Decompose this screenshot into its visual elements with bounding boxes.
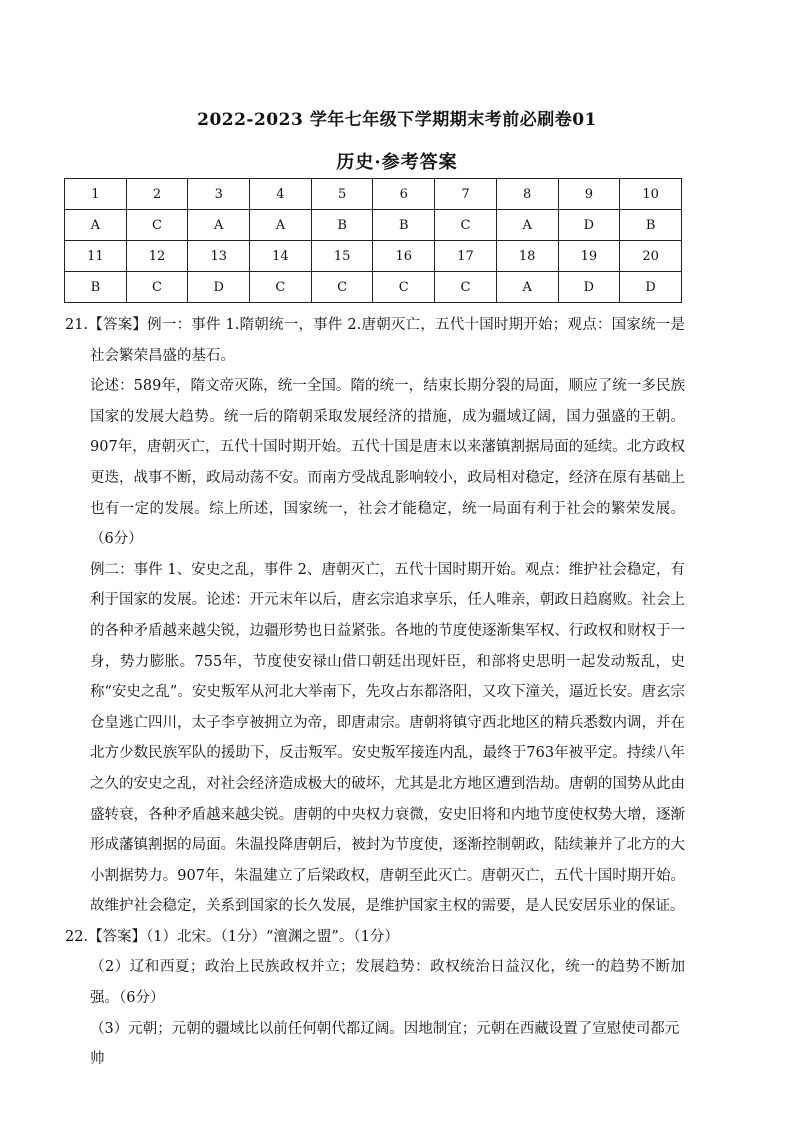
- page-title: 2022-2023 学年七年级下学期期末考前必刷卷01: [197, 110, 597, 130]
- answer-cell: C: [311, 272, 373, 303]
- answer-table-row: [65, 241, 682, 272]
- question-number-cell: 13: [188, 241, 250, 272]
- question-number-cell: 1: [65, 179, 127, 210]
- q22-part2: （2）辽和西夏；政治上民族政权并立；发展趋势：政权统治日益汉化，统一的趋势不断加强。（6分）: [90, 959, 685, 1007]
- answer-cell: D: [620, 272, 682, 303]
- q22-part3: （3）元朝；元朝的疆域比以前任何朝代都辽阔。因地制宜；元朝在西藏设置了宣慰使司都元帅: [90, 1020, 680, 1068]
- question-number-cell: 20: [620, 241, 682, 272]
- q22-answer-label: 【答案】: [88, 928, 147, 945]
- q21-example1-line: [65, 310, 685, 371]
- answer-cell: B: [65, 272, 127, 303]
- answer-cell: C: [250, 272, 312, 303]
- answer-cell: B: [620, 210, 682, 241]
- answer-cell: A: [65, 210, 127, 241]
- question-number-cell: 5: [311, 179, 373, 210]
- question-number-cell: 6: [373, 179, 435, 210]
- answer-cell: C: [435, 272, 497, 303]
- answer-cell: C: [435, 210, 497, 241]
- answer-table-row: [65, 272, 682, 303]
- answer-cell: D: [188, 272, 250, 303]
- answer-cell: A: [496, 272, 558, 303]
- question-number-cell: 17: [435, 241, 497, 272]
- question-number-cell: 12: [126, 241, 188, 272]
- answer-table: [64, 178, 682, 303]
- answer-cell: B: [373, 210, 435, 241]
- q22-number: 22.: [65, 928, 89, 945]
- q21-example1-text: 例一：事件 1.隋朝统一，事件 2.唐朝灭亡，五代十国时期开始；观点：国家统一是社会繁荣昌盛的基石。: [90, 317, 685, 364]
- question-number-cell: 19: [558, 241, 620, 272]
- q21-example2: 例二：事件 1、安史之乱，事件 2、唐朝灭亡，五代十国时期开始。观点：维护社会稳定，有利于国家的发展。论述：开元末年以后，唐玄宗追求享乐，任人唯亲，朝政日趋腐败。社会上的各种矛盾越来越尖锐，边疆形势也日益紧张。各地的节度使逐渐集军权、行政权和财权于一身，势力膨胀。755年，节度使安禄山借口朝廷出现奸臣，和部将史思明一起发动叛乱，史称“安史之乱”。安史叛军从河北大举南下，先攻占东都洛阳，又攻下潼关，逼近长安。唐玄宗仓皇逃亡四川，太子李亨被拥立为帝，即唐肃宗。唐朝将镇守西北地区的精兵悉数内调，并在北方少数民族军队的援助下，反击叛军。安史叛军接连内乱，最终于763年被平定。持续八年之久的安史之乱，对社会经济造成极大的破坏，尤其是北方地区遭到浩劫。唐朝的国势从此由盛转衰，各种矛盾越来越尖锐。唐朝的中央权力衰微，安史旧将和内地节度使权势大增，逐渐形成藩镇割据的局面。朱温投降唐朝后，被封为节度使，逐渐控制朝政，陆续兼并了北方的大小割据势力。907年，朱温建立了后梁政权，唐朝至此灭亡。唐朝灭亡，五代十国时期开始。故维护社会稳定，关系到国家的长久发展，是维护国家主权的需要，是人民安居乐业的保证。: [90, 561, 685, 915]
- answer-cell: D: [558, 210, 620, 241]
- answer-cell: B: [311, 210, 373, 241]
- question-number-cell: 14: [250, 241, 312, 272]
- q22-part1: （1）北宋。（1分）“澶渊之盟”。（1分）: [146, 928, 399, 945]
- answer-cell: C: [373, 272, 435, 303]
- q22-heading: [65, 922, 685, 953]
- q21-answer-label: 【答案】: [88, 317, 148, 333]
- question-number-cell: 11: [65, 241, 127, 272]
- question-number-cell: 10: [620, 179, 682, 210]
- question-number-cell: 4: [250, 179, 312, 210]
- question-number-cell: 9: [558, 179, 620, 210]
- answer-cell: D: [558, 272, 620, 303]
- answer-table-row: [65, 179, 682, 210]
- answer-cell: A: [188, 210, 250, 241]
- answer-table-row: [65, 210, 682, 241]
- page-subtitle: 历史·参考答案: [336, 152, 458, 173]
- answer-cell: A: [496, 210, 558, 241]
- q21-number: 21.: [65, 317, 89, 333]
- question-number-cell: 7: [435, 179, 497, 210]
- question-number-cell: 15: [311, 241, 373, 272]
- answer-cell: C: [126, 210, 188, 241]
- answer-cell: A: [250, 210, 312, 241]
- question-number-cell: 16: [373, 241, 435, 272]
- question-number-cell: 18: [496, 241, 558, 272]
- answer-cell: C: [126, 272, 188, 303]
- question-number-cell: 2: [126, 179, 188, 210]
- question-number-cell: 8: [496, 179, 558, 210]
- question-number-cell: 3: [188, 179, 250, 210]
- answer-content: [65, 310, 685, 1075]
- q21-example1-argument: 论述：589年，隋文帝灭陈，统一全国。隋的统一，结束长期分裂的局面，顺应了统一多民族国家的发展大趋势。统一后的隋朝采取发展经济的措施，成为疆域辽阔，国力强盛的王朝。907年，唐朝灭亡，五代十国时期开始。五代十国是唐末以来藩镇割据局面的延续。北方政权更迭，战事不断，政局动荡不安。而南方受战乱影响较小，政局相对稳定，经济在原有基础上也有一定的发展。综上所述，国家统一，社会才能稳定，统一局面有利于社会的繁荣发展。（6分）: [90, 378, 685, 548]
